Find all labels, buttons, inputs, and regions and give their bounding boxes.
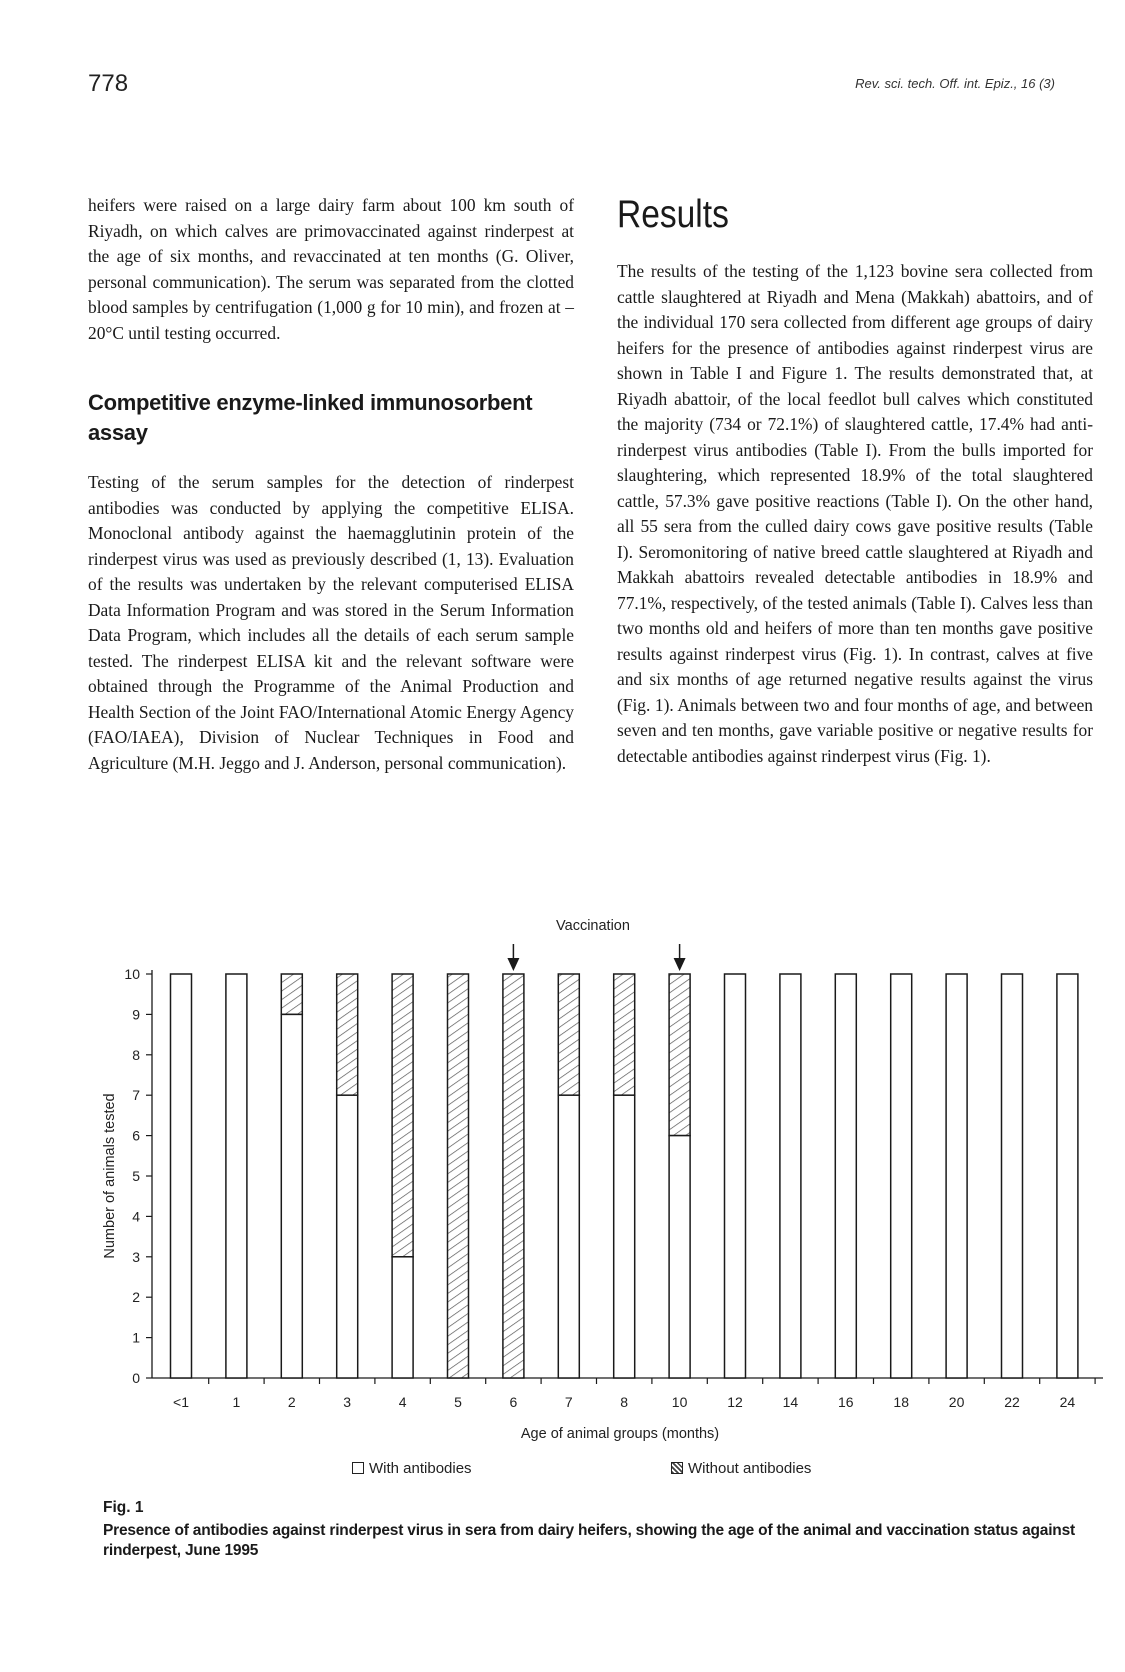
paragraph-results: The results of the testing of the 1,123 bovine sera collected from cattle slaughtered at Riyadh and Mena (Makkah) abattoirs, and of the individual 170 sera collected from different age groups of dairy heifers for the presence of antibodies against rinderpest virus are shown in Table I and Figure 1. The results demonstrated that, at Riyadh abattoir, of the local feedlot bull calves which constituted the majority (734 or 72.1%) of slaughtered cattle, 17.4% had anti-rinderpest virus antibodies (Table I). From the bulls imported for slaughtering, which represented 18.9% of the total slaughtered cattle, 57.3% gave positive reactions (Table I). On the other hand, all 55 sera from the culled dairy cows gave positive results (Table I). Seromonitoring of native breed cattle slaughtered at Riyadh and Makkah abattoirs revealed detectable antibodies in 18.9% and 77.1%, respectively, of the tested animals (Table I). Calves less than two months old and heifers of more than ten months gave positive results against rinderpest virus (Fig. 1). In contrast, calves at five and six months of age returned negative results against the virus (Fig. 1). Animals between two and four months of age, and between seven and ten months, gave variable positive or negative results for detectable antibodies against rinderpest virus (Fig. 1). — [617, 261, 1093, 766]
y-tick-label: 0 — [132, 1370, 140, 1386]
bar-with-antibodies — [281, 1014, 302, 1378]
bar-with-antibodies — [392, 1257, 413, 1378]
figure-caption: Presence of antibodies against rinderpest virus in sera from dairy heifers, showing the age of the animal and vaccination status against rinderpest, June 1995 — [103, 1522, 1075, 1559]
x-tick-label: 3 — [343, 1394, 352, 1410]
x-tick-label: 1 — [232, 1394, 241, 1410]
x-tick-label: 12 — [727, 1394, 743, 1410]
x-tick-label: 5 — [454, 1394, 462, 1410]
bar-without-antibodies — [281, 974, 302, 1014]
x-tick-label: 10 — [671, 1394, 688, 1410]
x-tick-label: 16 — [838, 1394, 854, 1410]
x-tick-label: 2 — [287, 1394, 296, 1410]
paragraph-methods-sampling: heifers were raised on a large dairy farm about 100 km south of Riyadh, on which calves are primovaccinated against rinderpest at the age of six months, and revaccinated at ten months (G. Oliver, personal communication). The serum was separated from the clotted blood samples by centrifugation (1,000 g for 10 min), and frozen at –20°C until testing occurred. — [88, 195, 574, 343]
legend-without-antibodies — [671, 1460, 811, 1477]
vaccination-arrow-icon — [674, 958, 686, 971]
vaccination-annotation: Vaccination — [556, 918, 630, 934]
x-tick-label: 8 — [620, 1394, 629, 1410]
x-tick-label: <1 — [173, 1394, 189, 1410]
x-tick-label: 24 — [1059, 1394, 1076, 1410]
paragraph-methods-elisa: Testing of the serum samples for the detection of rinderpest antibodies was conducted by applying the competitive ELISA. Monoclonal antibody against the haemagglutinin protein of the rinderpest virus was used as previously described (1, 13). Evaluation of the results was undertaken by the relevant computerised ELISA Data Information Program and was stored in the Serum Information Data Program, which includes all the details of each serum sample tested. The rinderpest ELISA kit and the relevant software were obtained through the Programme of the Animal Production and Health Section of the Joint FAO/International Atomic Energy Agency (FAO/IAEA), Division of Nuclear Techniques in Food and Agriculture (M.H. Jeggo and J. Anderson, personal communication). — [88, 472, 574, 773]
bar-without-antibodies — [503, 974, 524, 1378]
y-tick-label: 6 — [132, 1127, 140, 1144]
bar-with-antibodies — [835, 974, 856, 1378]
x-tick-label: 6 — [509, 1394, 518, 1410]
bar-with-antibodies — [1057, 974, 1078, 1378]
bar-with-antibodies — [946, 974, 967, 1378]
x-tick-label: 22 — [1004, 1394, 1020, 1410]
y-tick-label: 5 — [132, 1168, 140, 1184]
x-tick-label: 20 — [948, 1394, 965, 1410]
x-axis-label: Age of animal groups (months) — [520, 1426, 720, 1442]
bar-with-antibodies — [558, 1095, 579, 1378]
bar-with-antibodies — [725, 974, 746, 1378]
x-tick-label: 18 — [893, 1394, 909, 1410]
y-tick-label: 10 — [124, 966, 140, 982]
bar-without-antibodies — [337, 974, 358, 1095]
bar-without-antibodies — [448, 974, 469, 1378]
bar-with-antibodies — [226, 974, 247, 1378]
legend-swatch-without-antibodies — [671, 1462, 683, 1474]
section-heading-celisa: Competitive enzyme-linked immunosorbent assay — [88, 390, 533, 445]
bar-with-antibodies — [780, 974, 801, 1378]
y-tick-label: 2 — [132, 1289, 140, 1306]
bar-with-antibodies — [171, 974, 192, 1378]
legend-label-with-antibodies: With antibodies — [369, 1460, 472, 1477]
bar-with-antibodies — [614, 1095, 635, 1378]
bar-with-antibodies — [1002, 974, 1023, 1378]
x-tick-label: 7 — [564, 1394, 573, 1410]
section-heading-results: Results — [617, 193, 729, 236]
y-tick-label: 7 — [132, 1087, 140, 1104]
bar-with-antibodies — [669, 1136, 690, 1378]
y-tick-label: 4 — [132, 1208, 140, 1225]
y-tick-label: 8 — [132, 1046, 140, 1063]
legend-label-without-antibodies: Without antibodies — [688, 1460, 812, 1477]
y-tick-label: 9 — [132, 1006, 140, 1023]
bar-with-antibodies — [891, 974, 912, 1378]
y-tick-label: 1 — [132, 1329, 140, 1346]
x-tick-label: 4 — [398, 1394, 407, 1410]
y-tick-label: 3 — [132, 1248, 140, 1265]
bar-with-antibodies — [337, 1095, 358, 1378]
legend-with-antibodies — [352, 1460, 472, 1477]
y-axis-label: Number of animals tested — [102, 1093, 118, 1259]
x-tick-label: 14 — [782, 1394, 799, 1410]
bar-without-antibodies — [558, 974, 579, 1095]
bar-without-antibodies — [614, 974, 635, 1095]
vaccination-arrow-icon — [507, 958, 519, 971]
chart-plot-area — [102, 918, 1103, 1442]
running-head: Rev. sci. tech. Off. int. Epiz., 16 (3) — [855, 76, 1055, 91]
bar-without-antibodies — [392, 974, 413, 1257]
bar-without-antibodies — [669, 974, 690, 1136]
figure-label: Fig. 1 — [103, 1499, 144, 1516]
page-number: 778 — [88, 70, 129, 97]
legend-swatch-with-antibodies — [352, 1462, 364, 1474]
